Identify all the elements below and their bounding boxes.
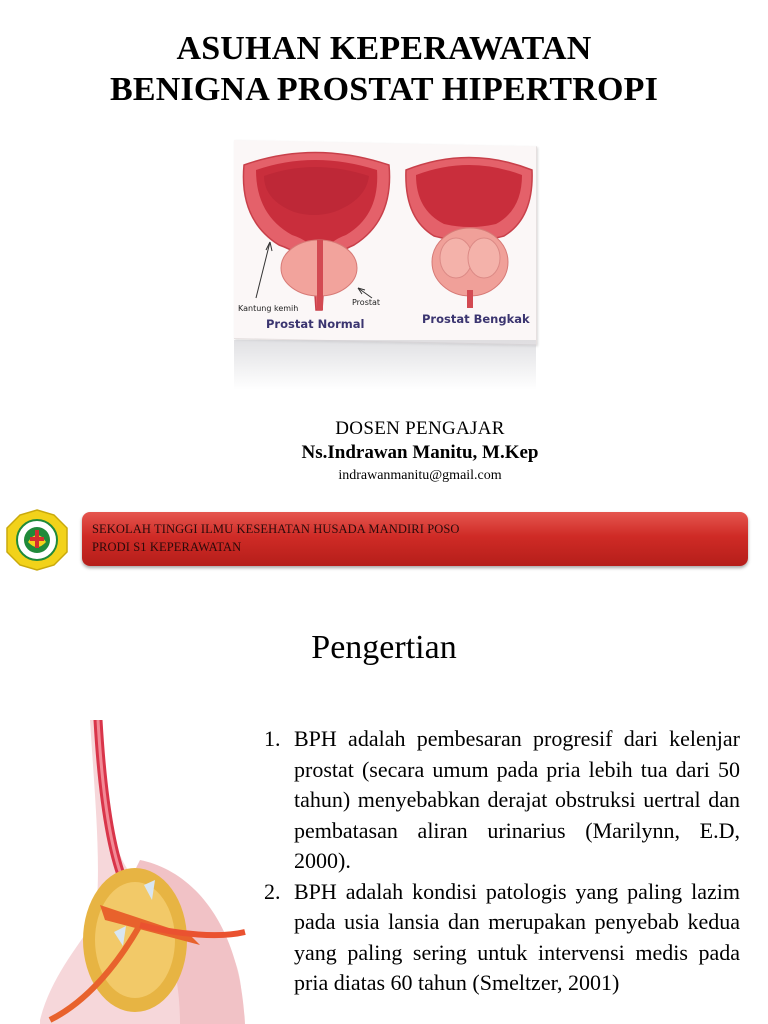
list-item [260, 877, 740, 999]
list-item-number: 1. [264, 726, 281, 751]
label-prostate: Prostat [352, 298, 381, 307]
figure-reflection [234, 340, 536, 390]
banner-program: PRODI S1 KEPERAWATAN [92, 540, 242, 554]
prostate-comparison-figure [234, 140, 536, 390]
list-item-text: BPH adalah pembesaran progresif dari kelenjar prostat (secara umum pada pria lebih tua dari 50 tahun) menyebabkan derajat obstruksi uertral dan pembatasan aliran urinarius (Marilynn, E.D, 2000). [294, 726, 740, 873]
enlarged-bladder-drawing [406, 158, 532, 309]
list-item-number: 2. [264, 878, 281, 904]
slide-title [0, 28, 768, 110]
lecturer-role: DOSEN PENGAJAR [335, 418, 505, 439]
lecturer-block [0, 417, 768, 486]
section-title: Pengertian [311, 629, 457, 666]
label-bladder: Kantung kemih [238, 304, 299, 313]
definition-list [260, 724, 740, 999]
list-item-text: BPH adalah kondisi patologis yang paling lazim pada usia lansia dan merupakan penyebab kedua yang paling sering untuk intervensi medis pada pria diatas 60 tahun (Smeltzer, 2001) [294, 878, 740, 995]
caption-normal: Prostat Normal [266, 317, 365, 331]
lecturer-email: indrawanmanitu@gmail.com [338, 468, 502, 483]
lecturer-name: Ns.Indrawan Manitu, M.Kep [301, 442, 539, 463]
caption-enlarged: Prostat Bengkak [422, 312, 530, 326]
list-item [260, 724, 740, 877]
title-line-1: ASUHAN KEPERAWATAN [176, 30, 592, 67]
normal-bladder-drawing [243, 153, 389, 311]
banner-institution: SEKOLAH TINGGI ILMU KESEHATAN HUSADA MANDIRI POSO [92, 522, 460, 536]
prostate-anatomy-illustration [40, 720, 250, 1024]
title-line-2: BENIGNA PROSTAT HIPERTROPI [109, 71, 659, 108]
college-logo [4, 508, 70, 572]
institution-banner [82, 512, 748, 566]
